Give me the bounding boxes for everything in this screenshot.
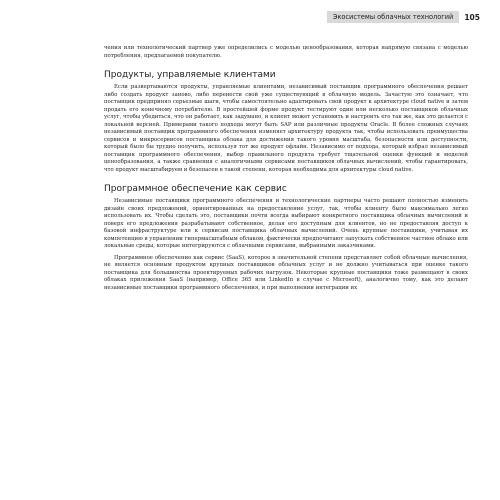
page-body xyxy=(104,45,468,292)
section2-paragraph-1: Независимые поставщики программного обеспечения и технологические партнеры часто решают полностью изменить дизайн своих предложений, ориентированных на предоставление услуг, так, чтобы клиенту было максимально легко использовать их. Чтобы сделать это, поставщики почти всегда выбирают конкретного поставщика облачных вычислений и поверх его предложения разрабатывают собственное, делая его доступным для клиентов, но не предоставляя доступ к базовой инфраструктуре или к сервисам поставщика облачных вычислений. Очень крупные поставщики, учитывая их компетенцию в управлении гипермасштабным облаком, фактически предпочитают запускать собственное частное облако или локальные среды, которые интегрируются с облачными сервисами, выбранными заказчиками. xyxy=(104,198,468,249)
page-number: 105 xyxy=(464,12,480,22)
section2-paragraph-2: Программное обеспечение как сервис (SaaS), которое в значительной степени представляет собой облачные вычисления, не является основным продуктом крупных поставщиков облачных услуг и не должно учитываться при оценке такого поставщика для большинства проектируемых рабочих нагрузок. Некоторые крупные поставщики тоже размещают в своих облаках приложения SaaS (например, Office 365 или LinkedIn в случае с Microsoft), аналогично тому, как это делают независимые поставщики программного обеспечения, и при выполнении интеграции их xyxy=(104,254,468,291)
section-heading-software-as-a-service: Программное обеспечение как сервис xyxy=(104,184,287,194)
running-header xyxy=(92,10,480,24)
running-header-title: Экосистемы облачных технологий xyxy=(327,11,460,23)
intro-paragraph: чения или технологический партнер уже определились с моделью ценообразования, которая напрямую связана с моделью потребления, предлагаемой покупателю. xyxy=(104,45,468,59)
section-heading-customer-managed-products: Продукты, управляемые клиентами xyxy=(104,70,276,80)
section1-paragraph: Если развертываются продукты, управляемые клиентами, независимый поставщик программного обеспечения решает либо создать продукт заново, либо перенести свой уже существующий в облачную модель. Зачастую это означает, что поставщик предпринял серьезные шаги, чтобы самостоятельно адаптировать свой продукт к архитектуре cloud native и затем продать его конечному потребителю. В простейшей форме продукт тестируют один или несколько поставщиков облачных услуг, чтобы убедиться, что он работает, как задумано, и клиент может установить и настроить его так же, как это делается с локальной версией. Примерами такого подхода могут быть SAP или различные продукты Oracle. В более сложных случаях независимый поставщик программного обеспечения изменяет архитектуру продукта так, чтобы использовать преимущества сервисов и микросервисов поставщика облака для достижения такого уровня масштаба, безопасности или доступности, который было бы трудно получить, используя тот же продукт офлайн. Независимо от подхода, который избрал независимый поставщик программного обеспечения, выбор правильного продукта требует тщательной оценки функций и моделей ценообразования, а также сравнения с аналогичными сервисами поставщиков облачных вычислений, чтобы гарантировать, что продукт масштабируем и безопасен в такой степени, которая необходима для архитектуры cloud native. xyxy=(104,84,468,173)
